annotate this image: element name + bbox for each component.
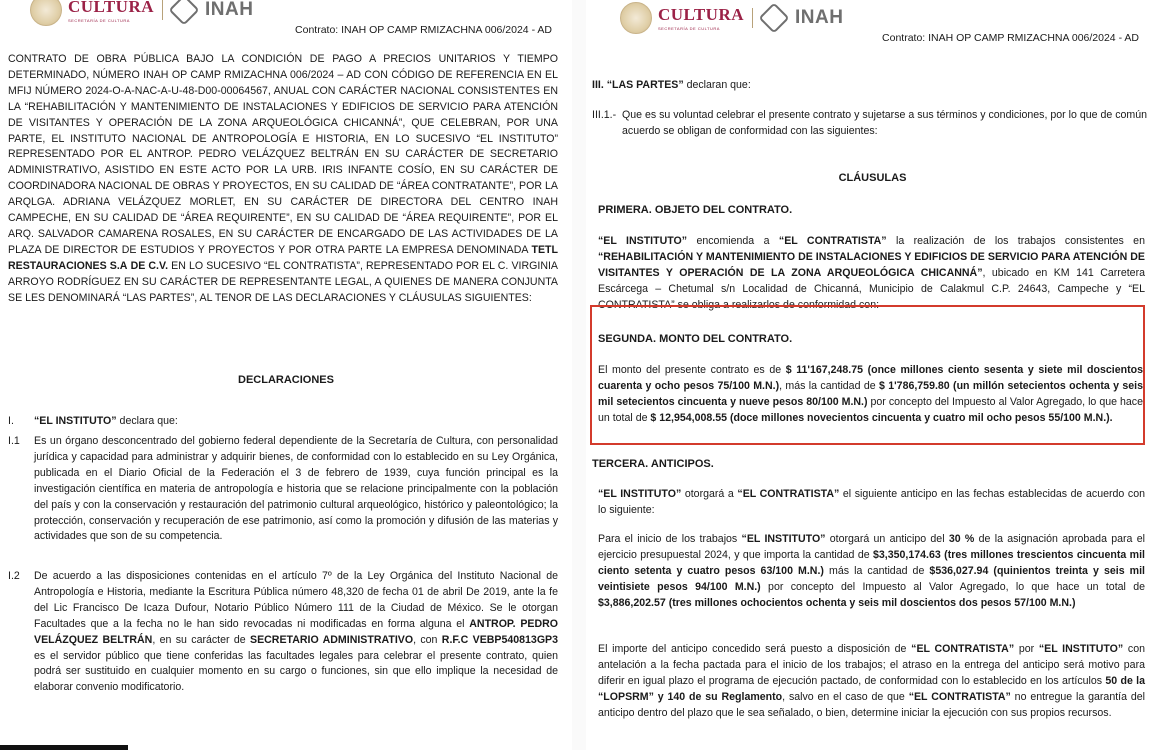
amount: $ 1'786,759.80 (un millón setecientos ochenta y seis mil setecientos cincuenta y nueve pesos 80/100 M.N.) <box>598 379 1143 408</box>
text-run-bold: “EL INSTITUTO” <box>598 235 688 247</box>
text-run-bold: “EL CONTRATISTA” <box>778 235 887 247</box>
clause-tercera-p2 <box>598 532 1145 612</box>
text-run-bold: “EL CONTRATISTA” <box>908 690 1011 703</box>
mexico-seal-icon <box>30 0 62 26</box>
text-run: de la asignación aprobada para el ejercicio presupuestal 2024, y que importa la cantidad de <box>598 533 1145 561</box>
scanner-mark <box>0 745 128 750</box>
clause-primera-text <box>598 234 1145 314</box>
page-left <box>0 0 572 750</box>
contract-number: Contrato: INAH OP CAMP RMIZACHNA 006/2024 - AD <box>295 24 552 36</box>
text-run: declaran que: <box>683 79 751 91</box>
clause-tercera-title: TERCERA. ANTICIPOS. <box>592 458 714 470</box>
clausulas-heading: CLÁUSULAS <box>838 172 907 184</box>
text-run: otorgará a <box>681 488 738 500</box>
page-header <box>592 0 1149 44</box>
text-run: más la cantidad de <box>823 564 930 577</box>
text-run: , con <box>413 633 442 646</box>
amount: $ 12,954,008.55 (doce millones novecientos cincuenta y cuatro mil ocho pesos 55/100 M.N.). <box>650 411 1113 424</box>
page-header <box>8 0 566 36</box>
page-gap <box>572 0 586 750</box>
text-run: , salvo en el caso de que <box>782 690 909 703</box>
clause-segunda-title: SEGUNDA. MONTO DEL CONTRATO. <box>598 333 793 345</box>
text-run: no entregue la garantía del anticipo dentro del plazo que le sea señalado, o bien, determine iniciar la ejecución con sus propios recursos. <box>598 690 1145 719</box>
logos <box>620 2 843 34</box>
declaration-III <box>592 78 1147 94</box>
text-run: el siguiente anticipo en las fechas establecidas de acuerdo con lo siguiente: <box>598 488 1145 516</box>
page-right <box>586 0 1159 750</box>
declaration-I1 <box>8 434 558 545</box>
declaration-III1 <box>592 108 1147 140</box>
text-run: Para el inicio de los trabajos <box>598 533 742 545</box>
inah-emblem-icon <box>168 0 199 26</box>
intro-text: CONTRATO DE OBRA PÚBLICA BAJO LA CONDICIÓN DE PAGO A PRECIOS UNITARIOS Y TIEMPO DETERMINADO, NÚMERO INAH OP CAMP RMIZACHNA 006/2024 – AD CON CÓDIGO DE REFERENCIA EN EL MFIJ NÚMERO 2024-O-A-NAC-A-U-48-D00-00064567, ANUAL CON CARÁCTER NACIONAL CONSISTENTES EN LA “REHABILITACIÓN Y MANTENIMIENTO DE INSTALACIONES Y EDIFICIOS DE SERVICIO PARA ATENCIÓN DE VISITANTES Y OPERACIÓN DE LA ZONA ARQUEOLÓGICA CHICANNÁ”, QUE CELEBRAN, POR UNA PARTE, EL INSTITUTO NACIONAL DE ANTROPOLOGÍA E HISTORIA, EN LO SUCESIVO “EL INSTITUTO” REPRESENTADO POR EL ANTROP. PEDRO VELÁZQUEZ BELTRÁN EN SU CARÁCTER DE SECRETARIO ADMINISTRATIVO, ASISTIDO EN ESTE ACTO POR LA URB. IRIS INFANTE COSÍO, EN SU CARÁCTER DE COORDINADORA NACIONAL DE OBRAS Y PROYECTOS, EN SU CALIDAD DE “ÁREA CONTRATANTE”, POR LA ARQLGA. ADRIANA VELÁZQUEZ MORLET, EN SU CARÁCTER DE DIRECTORA DEL CENTRO INAH CAMPECHE, EN SU CALIDAD DE “ÁREA REQUIRENTE”, EN SU CALIDAD DE “ÁREA REQUIRENTE”, POR EL ARQ. SALVADOR CAMARENA ROSALES, EN SU CARÁCTER DE ENCARGADO DE LAS ACTIVIDADES DE LA PLAZA DE DIRECTOR DE ESTUDIOS Y PROYECTOS Y POR OTRA PARTE LA EMPRESA DENOMINADA <box>8 53 558 256</box>
cultura-logo <box>68 0 154 23</box>
declaration-text: Es un órgano desconcentrado del gobierno federal dependiente de la Secretaría de Cultura, con personalidad jurídica y capacidad para administrar y adquirir bienes, de conformidad con lo establecido en su Ley Orgánica, publicada en el Diario Oficial de la Federación el 3 de febrero de 1939, cuya función principal es la investigación científica en materia de antropología e historia que se relacione principalmente con la población del país y con la conservación y restauración del patrimonio cultural arqueológico, histórico y paleontológico; la protección, conservación y recuperación de ese patrimonio, así como la promoción y difusión de las materias y actividades que son de su competencia. <box>34 435 558 543</box>
amount: $3,886,202.57 (tres millones ochocientos ochenta y seis mil doscientos dos pesos 57/100 M.N.) <box>598 596 1076 609</box>
text-run-bold: “EL CONTRATISTA” <box>911 643 1015 655</box>
inah-emblem-icon <box>758 2 789 33</box>
contract-intro <box>8 52 558 307</box>
text-run: El importe del anticipo concedido será puesto a disposición de <box>598 643 912 655</box>
cultura-subtitle: SECRETARÍA DE CULTURA <box>658 25 720 31</box>
text-run: es el servidor público que tiene conferidas las facultades legales para celebrar el presente contrato, quien podrá ser sustituido en cualquier momento en su cargo o funciones, sin que ello implique la necesidad de elaborar convenio modificatorio. <box>34 649 558 694</box>
contract-number: Contrato: INAH OP CAMP RMIZACHNA 006/2024 - AD <box>882 32 1139 44</box>
text-run-bold: “REHABILITACIÓN Y MANTENIMIENTO DE INSTALACIONES Y EDIFICIOS DE SERVICIO PARA ATENCIÓN DE VISITANTES Y OPERACIÓN DE LA ZONA ARQUEOLÓGICA CHICANNÁ” <box>598 250 1145 279</box>
rfc: R.F.C VEBP540813GP3 <box>441 633 559 646</box>
declaraciones-heading: DECLARACIONES <box>238 374 334 386</box>
cultura-wordmark: CULTURA <box>658 4 745 24</box>
declaration-I <box>8 414 558 430</box>
logo-divider <box>752 8 753 28</box>
declaration-text: Que es su voluntad celebrar el presente contrato y sujetarse a sus términos y condiciones, por lo que de común acuerdo se obligan de conformidad con las siguientes: <box>622 109 1147 137</box>
el-instituto: “EL INSTITUTO” <box>34 415 117 427</box>
text-run: otorgará un anticipo del <box>825 533 949 545</box>
text-run-bold: “EL INSTITUTO” <box>598 488 682 500</box>
logos <box>30 0 253 26</box>
declaration-text <box>34 414 558 430</box>
text-run-bold: ANTROP. PEDRO VELÁZQUEZ BELTRÁN <box>34 617 558 646</box>
text-run: encomienda a <box>687 235 779 247</box>
cultura-wordmark: CULTURA <box>68 0 155 16</box>
text-run-bold: III. “LAS PARTES” <box>592 79 684 91</box>
text-run: , en su carácter de <box>152 633 251 646</box>
text-run-bold: “EL CONTRATISTA” <box>737 488 840 500</box>
intro-tail: EN LO SUCESIVO “EL CONTRATISTA”, REPRESENTADO POR EL C. VIRGINIA ARROYO RODRÍGUEZ EN SU CARÁCTER DE REPRESENTANTE LEGAL, A QUIENES DE MANERA CONJUNTA SE LES DENOMINARÁ “LAS PARTES”, AL TENOR DE LAS DECLARACIONES Y CLÁUSULAS SIGUIENTES: <box>8 259 558 304</box>
text-run: con antelación a la fecha pactada para el inicio de los trabajos; el atraso en la entrega del anticipo será motivo para diferir en igual plazo el programa de ejecución pactado, de conformidad con lo establecido en los artículos <box>598 643 1145 687</box>
clause-tercera-p1 <box>598 487 1145 519</box>
mexico-seal-icon <box>620 2 652 34</box>
text-run: por concepto del Impuesto al Valor Agregado, lo que hace un total de <box>598 395 1143 424</box>
text-run: por concepto del Impuesto al Valor Agregado, lo que hace un total de <box>760 580 1145 593</box>
text-run: la realización de los trabajos consistentes en <box>886 235 1145 247</box>
cultura-logo <box>658 6 744 31</box>
text-run: De acuerdo a las disposiciones contenidas en el artículo 7º de la Ley Orgánica del Instituto Nacional de Antropología e Historia, mediante la Escritura Pública número 48,320 de fecha 01 de abril De 2019, ante la fe del Lic Francisco De Icaza Dufour, Notario Público Número 111 de la Ciudad de México. Se le otorgan Facultades que a la fecha no le han sido revocadas ni modificadas en forma alguna el <box>34 570 558 630</box>
declaration-I2 <box>8 569 558 696</box>
text-run-bold: SECRETARIO ADMINISTRATIVO <box>250 633 414 646</box>
declaration-number: I.1 <box>8 435 20 447</box>
declaration-number: III.1.- <box>592 109 617 121</box>
inah-wordmark: INAH <box>795 7 844 28</box>
text-run: , más la cantidad de <box>779 379 879 392</box>
inah-wordmark: INAH <box>205 0 254 20</box>
cultura-subtitle: SECRETARÍA DE CULTURA <box>68 17 130 23</box>
company-suffix: DE C.V. <box>130 259 169 272</box>
clause-primera-title: PRIMERA. OBJETO DEL CONTRATO. <box>598 204 793 216</box>
declaration-rest: declara que: <box>116 415 178 427</box>
declaration-number: I.2 <box>8 570 20 582</box>
logo-divider <box>162 0 163 20</box>
text-run-bold: “EL INSTITUTO” <box>741 533 826 545</box>
text-run-bold: 50 de la “LOPSRM” y 140 de su Reglamento <box>598 674 1145 703</box>
text-run: , ubicado en KM 141 Carretera Escárcega – Chetumal s/n Localidad de Chicanná, Municipio de Calakmul C.P. 24643, Campeche y “EL CONTRATISTA” se obliga a realizarlos de conformidad con: <box>598 266 1145 311</box>
clause-tercera-p3 <box>598 642 1145 722</box>
text-run: por <box>1014 643 1039 655</box>
company-name: TETL RESTAURACIONES S.A <box>8 243 558 272</box>
declaration-number: I. <box>8 415 14 427</box>
text-run-bold: 30 % <box>948 533 975 545</box>
declaration-text <box>34 569 558 696</box>
text-run-bold: “EL INSTITUTO” <box>1038 643 1124 655</box>
amount: $3,350,174.63 (tres millones trescientos cincuenta mil ciento setenta y cuatro pesos 63/100 M.N.) <box>598 548 1145 577</box>
amount: $ 11'167,248.75 (once millones ciento sesenta y siete mil doscientos cuarenta y ocho pesos 75/100 M.N.) <box>598 364 1143 392</box>
amount: $536,027.94 (quinientos treinta y seis mil veintisiete pesos 94/100 M.N.) <box>598 564 1145 593</box>
text-run: El monto del presente contrato es de <box>598 364 786 376</box>
clause-segunda-text <box>598 363 1143 427</box>
